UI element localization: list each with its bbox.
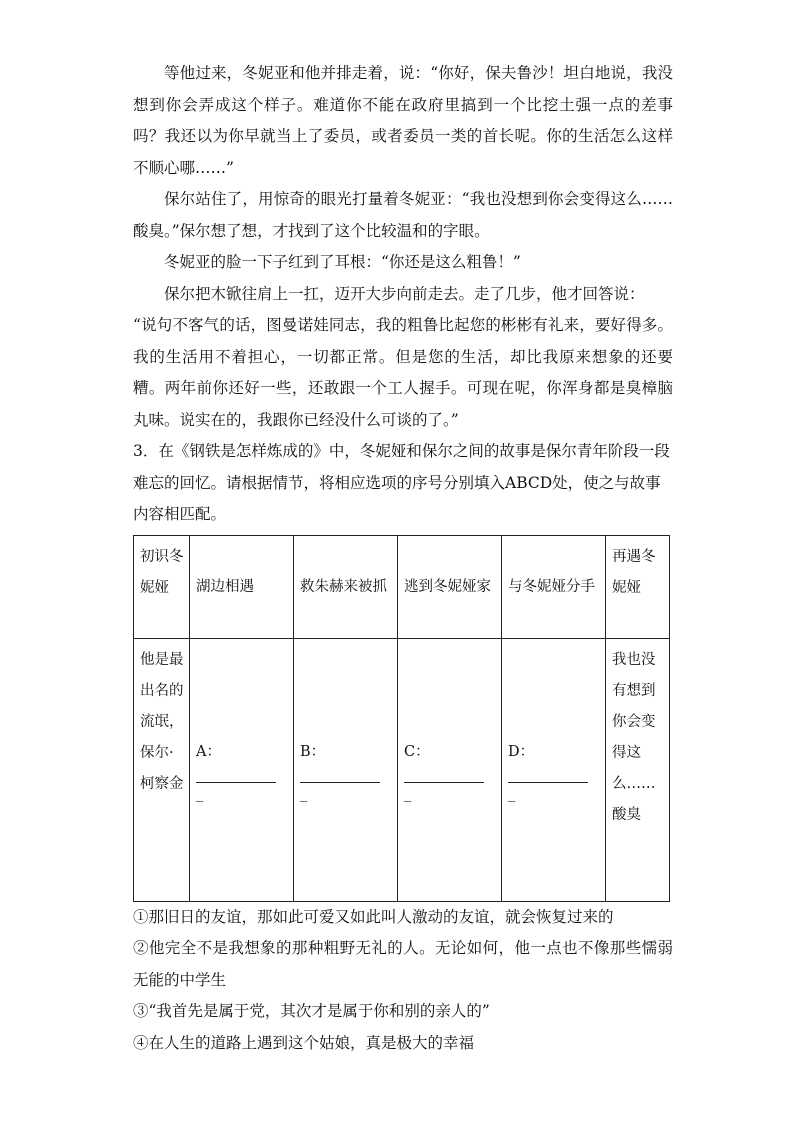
matching-table (133, 535, 670, 902)
blank-d-tail: _ (508, 785, 516, 802)
passage-paragraph-3: 冬妮亚的脸一下子红到了耳根：“你还是这么粗鲁！” (164, 253, 521, 271)
option-2: ②他完全不是我想象的那种粗野无礼的人。无论如何，他一点也不像那些懦弱无能的中学生 (133, 939, 673, 989)
blank-b-tail: _ (300, 785, 308, 802)
cell-meet-again-quote: 我也没有想到你会变得这么……酸臭 (606, 638, 670, 901)
blank-b-line[interactable] (300, 772, 380, 783)
answer-options (133, 902, 673, 1060)
question-3-text: 3．在《钢铁是怎样炼成的》中，冬妮娅和保尔之间的故事是保尔青年阶段一段难忘的回忆。请根据情节，将相应选项的序号分别填入ABCD处，使之与故事内容相匹配。 (133, 442, 670, 523)
option-3: ③“我首先是属于党，其次才是属于你和别的亲人的” (133, 1002, 490, 1020)
blank-c-line[interactable] (404, 772, 484, 783)
cell-blank-d[interactable] (502, 638, 606, 901)
header-breakup: 与冬妮娅分手 (502, 535, 606, 638)
blank-a-label: A： (196, 743, 221, 760)
header-meet-again: 再遇冬妮娅 (606, 535, 670, 638)
blank-a-tail: _ (196, 785, 204, 802)
passage-paragraph-4: 保尔把木锨往肩上一扛，迈开大步向前走去。走了几步，他才回答说： (164, 284, 645, 303)
passage-paragraph-5: “说句不客气的话，图曼诺娃同志，我的粗鲁比起您的彬彬有礼来，要好得多。我的生活用不着担心，一切都正常。但是您的生活，却比我原来想象的还要糟。两年前你还好一些，还敢跟一个工人握手。可现在呢，你浑身都是臭樟脑丸味。说实在的，我跟你已经没什么可谈的了。” (133, 316, 673, 429)
document-page (133, 58, 673, 1059)
blank-c-label: C： (404, 743, 430, 760)
header-rescue-zhuhelai: 救朱赫来被抓 (294, 535, 398, 638)
header-lakeside-meeting: 湖边相遇 (190, 535, 294, 638)
table-header-row (134, 535, 670, 638)
header-escape-to-tonya: 逃到冬妮娅家 (398, 535, 502, 638)
table-body-row (134, 638, 670, 901)
blank-d-label: D： (508, 743, 535, 760)
cell-blank-a[interactable] (190, 638, 294, 901)
blank-c-tail: _ (404, 785, 412, 802)
option-4: ④在人生的道路上遇到这个姑娘，真是极大的幸福 (133, 1033, 475, 1052)
passage-paragraph-1: 等他过来，冬妮亚和他并排走着，说：“你好，保夫鲁沙！坦白地说，我没想到你会弄成这个样子。难道你不能在政府里搞到一个比挖土强一点的差事吗？我还以为你早就当上了委员，或者委员一类的首长呢。你的生活怎么这样不顺心哪……” (133, 64, 673, 177)
blank-d-line[interactable] (508, 772, 588, 783)
cell-first-meeting-quote: 他是最出名的流氓，保尔·柯察金 (134, 638, 190, 901)
blank-a-line[interactable] (196, 772, 276, 783)
cell-blank-b[interactable] (294, 638, 398, 901)
header-first-meeting: 初识冬妮娅 (134, 535, 190, 638)
blank-b-label: B： (300, 743, 326, 760)
passage-paragraph-2: 保尔站住了，用惊奇的眼光打量着冬妮亚：“我也没想到你会变得这么……酸臭。”保尔想了想，才找到了这个比较温和的字眼。 (133, 190, 673, 240)
option-1: ①那旧日的友谊，那如此可爱又如此叫人激动的友谊，就会恢复过来的 (133, 907, 614, 926)
cell-blank-c[interactable] (398, 638, 502, 901)
